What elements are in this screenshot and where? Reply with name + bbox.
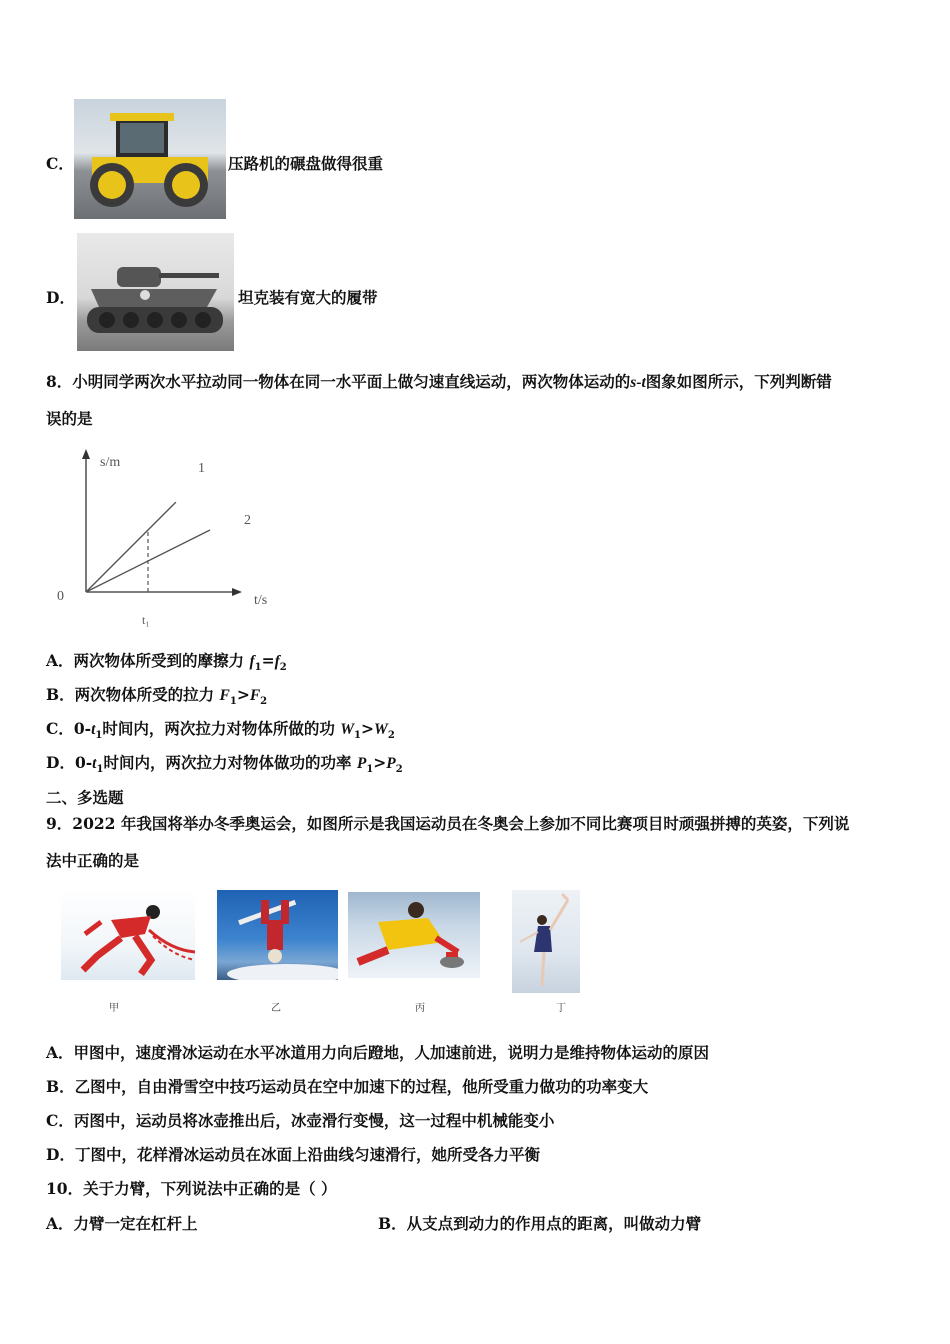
caption-yi: 乙	[271, 1003, 281, 1014]
aerial-skier-photo	[217, 890, 338, 980]
q8-option-d: D．$0-t_1$时间内，两次拉力对物体做功的功率 $P_1>P_2$	[46, 753, 403, 776]
caption-bing: 丙	[415, 1003, 425, 1014]
figure-skater-photo	[512, 890, 580, 993]
q10-option-a: A．力臂一定在杠杆上	[46, 1214, 198, 1233]
series-label-2: 2	[244, 513, 251, 528]
y-axis-label: s/m	[100, 455, 121, 470]
q7-option-d-text: 坦克装有宽大的履带	[238, 288, 378, 307]
q8-stem-line1: 8．小明同学两次水平拉动同一物体在同一水平面上做匀速直线运动，两次物体运动的s-t图象如图所示，下列判断错	[46, 372, 832, 391]
q9-option-d: D．丁图中，花样滑冰运动员在冰面上沿曲线匀速滑行，她所受各力平衡	[46, 1145, 540, 1164]
series-label-1: 1	[198, 461, 205, 476]
caption-jia: 甲	[109, 1003, 119, 1014]
caption-ding: 丁	[556, 1003, 566, 1014]
t1-label: t₁	[142, 613, 150, 627]
q8-option-b: B．两次物体所受的拉力 $F_1>F_2$	[46, 685, 268, 708]
st-graph	[50, 445, 290, 635]
q10-option-b: B．从支点到动力的作用点的距离，叫做动力臂	[378, 1214, 702, 1233]
q9-option-a: A．甲图中，速度滑冰运动在水平冰道用力向后蹬地，人加速前进，说明力是维持物体运动的原因	[46, 1043, 710, 1062]
tank-photo	[77, 233, 234, 351]
q9-option-b: B．乙图中，自由滑雪空中技巧运动员在空中加速下的过程，他所受重力做功的功率变大	[46, 1077, 649, 1096]
speed-skater-photo	[61, 890, 195, 980]
y-axis-arrow	[82, 449, 90, 459]
series-line-1	[86, 502, 176, 592]
q9-option-c: C．丙图中，运动员将冰壶推出后，冰壶滑行变慢，这一过程中机械能变小	[46, 1111, 555, 1130]
road-roller-photo	[74, 99, 226, 219]
q7-option-d-letter: D．	[46, 288, 75, 307]
q9-stem-line1: 9．2022 年我国将举办冬季奥运会，如图所示是我国运动员在冬奥会上参加不同比赛项目时顽强拼搏的英姿，下列说	[46, 814, 850, 833]
section-title: 二、多选题	[46, 788, 124, 807]
x-axis-arrow	[232, 588, 242, 596]
q9-stem-line2: 法中正确的是	[46, 851, 140, 870]
q8-option-a: A．两次物体所受到的摩擦力 $f_1=f_2$	[46, 651, 287, 674]
q8-option-c: C．$0-t_1$时间内，两次拉力对物体所做的功 $W_1>W_2$	[46, 719, 395, 742]
q7-option-c-text: 压路机的碾盘做得很重	[228, 154, 384, 173]
q10-stem: 10．关于力臂，下列说法中正确的是（ ）	[46, 1179, 337, 1198]
q8-stem-line2: 误的是	[46, 409, 93, 428]
x-axis-label: t/s	[254, 593, 268, 608]
q7-option-c-letter: C．	[46, 154, 74, 173]
origin-label: 0	[57, 589, 64, 604]
curling-photo	[348, 892, 480, 978]
